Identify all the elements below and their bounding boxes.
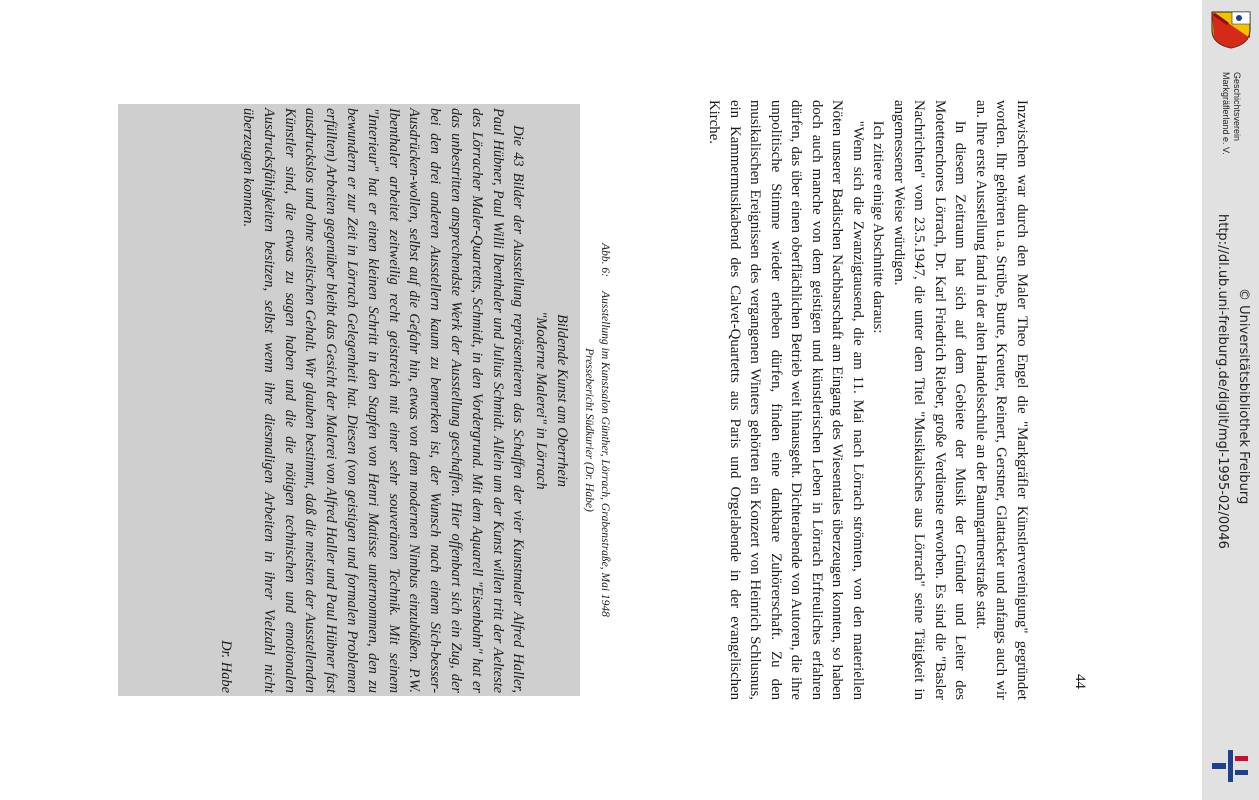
page-number: 44 — [1072, 674, 1088, 689]
caption-line-2: Pressebericht Südkurier (Dr. Habe) — [583, 348, 596, 512]
university-library-logo-icon — [1210, 748, 1250, 784]
library-copyright: © Universitätsbibliothek Freiburg — [1236, 288, 1251, 505]
caption-label: Abb. 6: — [599, 243, 611, 277]
main-text — [662, 100, 1032, 700]
paragraph-1: Inzwischen war durch den Maler Theo Engel die "Markgräfler Künstlervereinigung" gegründet worden. Ihr gehörten u.a. Strübe, Burte, Kreuter, Reinert, Gerstner, Glattacker und anfangs auch wir an. Ihre erste Ausstellung fand in der alten Handelsschule an der Baumgartnerstraße statt. — [973, 100, 1030, 700]
paragraph-3: Ich zitiere einige Abschnitte daraus: — [870, 120, 887, 334]
caption-line-1: Ausstellung im Kunstsalon Günther, Lörrach, Grabenstraße, Mai 1948 — [599, 291, 611, 617]
society-line-1: Geschichtsverein — [1232, 72, 1242, 142]
clipping-signature: Dr. Habe — [218, 640, 235, 693]
society-label — [1220, 72, 1242, 192]
figure-caption — [581, 160, 612, 700]
clipping-subtitle: "Moderne Malerei" in Lörrach — [533, 311, 550, 490]
clipping-title: Bildende Kunst am Oberrhein — [554, 314, 570, 487]
clipping-body: Die 43 Bilder der Ausstellung repräsentieren das Schaffen der vier Kunstmaler Alfred Haller, Paul Hübner, Paul Willi Ibenthaler und Julius Schmidt. Allein um der Kunst willen tritt der Aelteste des Lörracher Maler-Quartetts, Schmidt, in den Vordergrund. Mit dem Aquarell "Eisenbahn" hat er das unbestritten ansprechendste Werk der Ausstellung geschaffen. Hier offenbart sich ein Zug, der bei den drei anderen Ausstellern kaum zu bemerken ist, der Wunsch nach einem Sich-besser-Ausdrücken-wollen, selbst auf die Gefahr hin, etwas von dem modernen Nimbus einzubüßen. P.W. Ibenthaler arbeitet zeitweilig recht geistreich mit einer sehr souveränen Technik. Mit seinem "Interieur" hat er einen kleinen Schritt in den Stapfen von Henri Matisse unternommen, den zu bewundern er zur Zeit in Lörrach Gelegenheit hat. Diesen (von geistigen und formalen Problemen erfüllten) Arbeiten gegenüber bleibt das Gesicht der Malerei von Alfred Haller und Paul Hübner fast ausdruckslos und ohne seelischen Gehalt. Wir glauben bestimmt, daß die meisten der Ausstellenden Künstler sind, die etwas zu sagen haben und die die nötigen technischen und emotionalen Ausdrucksfähigkeiten besitzen, selbst wenn ihre diesmaligen Arbeiten in ihrer Vielzahl nicht überzeugen konnten. — [240, 108, 527, 693]
paragraph-4: "Wenn sich die Zwanzigtausend, die am 11. Mai nach Lörrach strömten, von den materiellen Nöten unserer Badischen Nachbarschaft am Eingang des Wiesentales überzeugen konnten, so haben doch auch manche von dem geistigen und künstlerischen Leben in Lörrach Erfreuliches erfahren dürfen, das über einen oberflächlichen Betrieb weit hinausgeht. Dichterabende von Autoren, die ihre unpolitische Stimme wieder erheben dürfen, finden eine dankbare Zuhörerschaft. Zu den musikalischen Ereignissen des vergangenen Winters gehörten ein Konzert von Heinrich Schlusnus, ein Kammermusikabend des Calvet-Quartetts aus Paris und Orgelabende in der evangelischen Kirche. — [706, 100, 866, 700]
paragraph-2: In diesem Zeitraum hat sich auf dem Gebiete der Musik der Gründer und Leiter des Motettenchores Lörrach, Dr. Karl Friedrich Rieber, große Verdienste erworben. Es sind die "Basler Nachrichten" vom 23.5.1947, die unter dem Titel "Musikalisches aus Lörrach" seine Tätigkeit in angemessener Weise würdigen. — [891, 100, 969, 700]
society-line-2: Markgräflerland e. V. — [1221, 72, 1231, 155]
coat-of-arms-icon — [1208, 8, 1254, 50]
newspaper-clipping — [142, 108, 572, 693]
document-url[interactable]: http://dl.ub.uni-freiburg.de/diglit/mgl-1995-02/0046 — [1215, 214, 1230, 549]
